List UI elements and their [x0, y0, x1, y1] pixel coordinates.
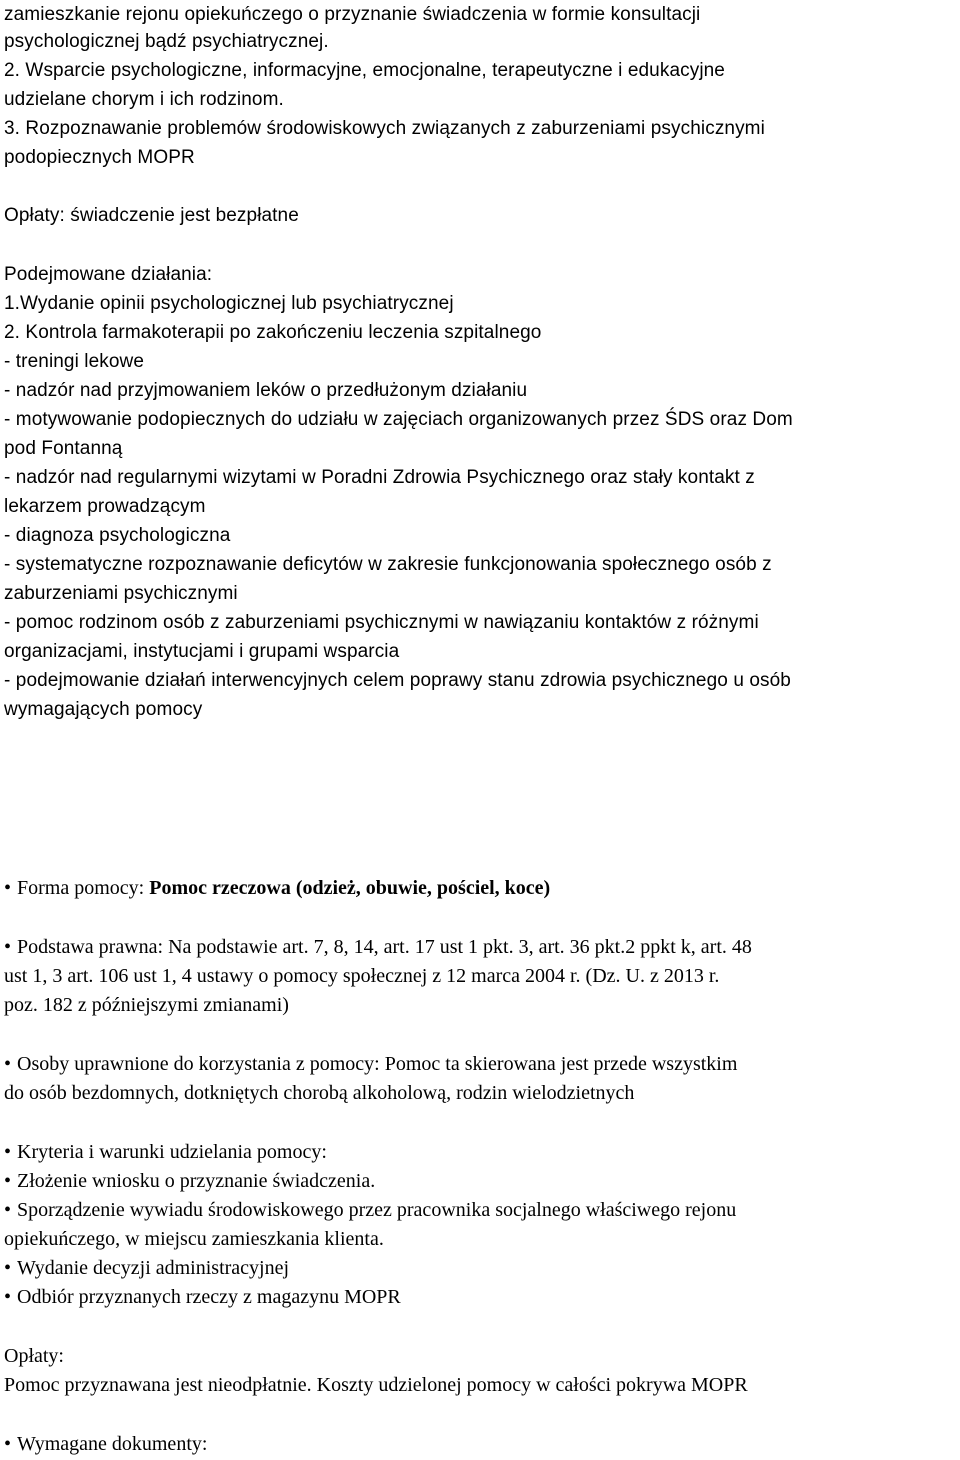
eligible-persons-cont: do osób bezdomnych, dotkniętych chorobą alkoholową, rodzin wielodzietnych [4, 1082, 635, 1104]
criteria-item-text: Złożenie wniosku o przyznanie świadczenia. [17, 1170, 376, 1192]
criteria-heading [4, 1138, 327, 1168]
required-documents-text: Wymagane dokumenty: [17, 1433, 208, 1455]
bullet-icon: • [4, 1257, 12, 1279]
criteria-item-text: Wydanie decyzji administracyjnej [17, 1257, 290, 1279]
bullet-icon: • [4, 877, 12, 899]
bullet-icon: • [4, 1170, 12, 1192]
criteria-heading-text: Kryteria i warunki udzielania pomocy: [17, 1141, 327, 1163]
paragraph-line: psychologicznej bądź psychiatrycznej. [4, 31, 329, 52]
bullet-icon: • [4, 1433, 12, 1455]
legal-basis [4, 933, 752, 963]
list-item-3: 3. Rozpoznawanie problemów środowiskowych związanych z zaburzeniami psychicznymi [4, 118, 765, 139]
form-value: Pomoc rzeczowa (odzież, obuwie, pościel, koce) [149, 877, 551, 899]
action-subitem-cont: pod Fontanną [4, 438, 123, 459]
legal-basis-text: Podstawa prawna: Na podstawie art. 7, 8, 14, art. 17 ust 1 pkt. 3, art. 36 pkt.2 ppkt k, art. 48 [17, 936, 752, 958]
action-subitem: - motywowanie podopiecznych do udziału w zajęciach organizowanych przez ŚDS oraz Dom [4, 409, 793, 430]
fees-heading: Opłaty: [4, 1345, 64, 1367]
action-subitem: - pomoc rodzinom osób z zaburzeniami psychicznymi w nawiązaniu kontaktów z różnymi [4, 612, 759, 633]
action-subitem: - diagnoza psychologiczna [4, 525, 231, 546]
criteria-item-cont: opiekuńczego, w miejscu zamieszkania klienta. [4, 1228, 384, 1250]
actions-heading: Podejmowane działania: [4, 264, 213, 285]
legal-basis-cont: ust 1, 3 art. 106 ust 1, 4 ustawy o pomocy społecznej z 12 marca 2004 r. (Dz. U. z 2013 r. [4, 965, 720, 987]
action-item-1: 1.Wydanie opinii psychologicznej lub psychiatrycznej [4, 293, 454, 314]
action-subitem-cont: lekarzem prowadzącym [4, 496, 206, 517]
action-subitem: - systematyczne rozpoznawanie deficytów w zakresie funkcjonowania społecznego osób z [4, 554, 772, 575]
action-subitem: - nadzór nad przyjmowaniem leków o przedłużonym działaniu [4, 380, 528, 401]
paragraph-line: podopiecznych MOPR [4, 147, 195, 168]
eligible-persons [4, 1050, 737, 1080]
paragraph-line: udzielane chorym i ich rodzinom. [4, 89, 284, 110]
criteria-item [4, 1196, 736, 1226]
legal-basis-cont: poz. 182 z późniejszymi zmianami) [4, 994, 289, 1016]
action-subitem: - nadzór nad regularnymi wizytami w Poradni Zdrowia Psychicznego oraz stały kontakt z [4, 467, 755, 488]
action-subitem-cont: zaburzeniami psychicznymi [4, 583, 238, 604]
criteria-item [4, 1167, 375, 1197]
bullet-icon: • [4, 1141, 12, 1163]
bullet-icon: • [4, 1199, 12, 1221]
action-item-2: 2. Kontrola farmakoterapii po zakończeniu leczenia szpitalnego [4, 322, 542, 343]
action-subitem: - podejmowanie działań interwencyjnych celem poprawy stanu zdrowia psychicznego u osób [4, 670, 791, 691]
bullet-icon: • [4, 1286, 12, 1308]
action-subitem: - treningi lekowe [4, 351, 145, 372]
form-of-help [4, 874, 550, 904]
action-subitem-cont: wymagających pomocy [4, 699, 203, 720]
eligible-persons-text: Osoby uprawnione do korzystania z pomocy: Pomoc ta skierowana jest przede wszystkim [17, 1053, 738, 1075]
paragraph-line: zamieszkanie rejonu opiekuńczego o przyznanie świadczenia w formie konsultacji [4, 4, 701, 25]
fees-line: Opłaty: świadczenie jest bezpłatne [4, 205, 299, 226]
action-subitem-cont: organizacjami, instytucjami i grupami wsparcia [4, 641, 400, 662]
bullet-icon: • [4, 936, 12, 958]
criteria-item-text: Odbiór przyznanych rzeczy z magazynu MOPR [17, 1286, 401, 1308]
criteria-item [4, 1254, 289, 1284]
list-item-2: 2. Wsparcie psychologiczne, informacyjne, emocjonalne, terapeutyczne i edukacyjne [4, 60, 725, 81]
required-documents [4, 1430, 207, 1460]
fees-text: Pomoc przyznawana jest nieodpłatnie. Koszty udzielonej pomocy w całości pokrywa MOPR [4, 1374, 748, 1396]
form-label: Forma pomocy: [17, 877, 150, 899]
criteria-item-text: Sporządzenie wywiadu środowiskowego przez pracownika socjalnego właściwego rejonu [17, 1199, 737, 1221]
bullet-icon: • [4, 1053, 12, 1075]
criteria-item [4, 1283, 401, 1313]
